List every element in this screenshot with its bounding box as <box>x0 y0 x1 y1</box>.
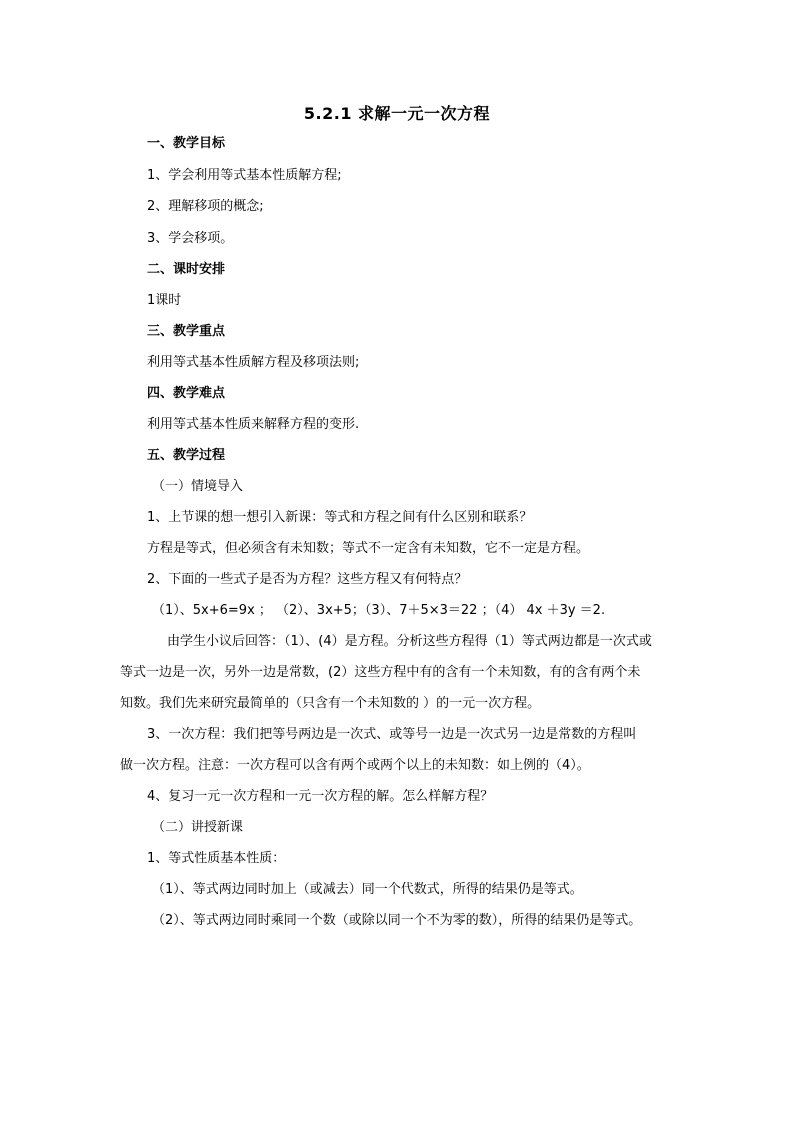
paragraph: 等式一边是一次，另外一边是常数，(2）这些方程中有的含有一个未知数，有的含有两个未 <box>120 665 641 680</box>
section-heading-objectives: 一、教学目标 <box>147 136 226 151</box>
paragraph: 做一次方程。注意：一次方程可以含有两个或两个以上的未知数：如上例的（4）。 <box>120 758 590 773</box>
paragraph: 4、复习一元一次方程和一元一次方程的解。怎么样解方程？ <box>147 789 494 804</box>
equation-list: （1）、5x+6=9x ； （2）、3x+5；（3）、7＋5×3＝22 ；（4） 4x ＋3y ＝2. <box>152 603 606 618</box>
paragraph: 1、上节课的想一想引入新课：等式和方程之间有什么区别和联系？ <box>147 510 533 525</box>
property-item: （2）、等式两边同时乘同一个数（或除以同一个不为零的数），所得的结果仍是等式。 <box>152 913 642 928</box>
paragraph: 由学生小议后回答：（1）、(4）是方程。分析这些方程得（1）等式两边都是一次式或 <box>167 634 652 649</box>
difficulties-text: 利用等式基本性质来解释方程的变形. <box>147 417 360 432</box>
paragraph: 2、下面的一些式子是否为方程？这些方程又有何特点？ <box>147 572 468 587</box>
paragraph: 方程是等式，但必须含有未知数；等式不一定含有未知数，它不一定是方程。 <box>147 541 590 556</box>
key-points-text: 利用等式基本性质解方程及移项法则; <box>147 355 360 370</box>
section-heading-key-points: 三、教学重点 <box>147 324 226 339</box>
document-title: 5.2.1 求解一元一次方程 <box>303 104 491 123</box>
objective-item: 1、学会利用等式基本性质解方程; <box>147 168 342 183</box>
section-heading-schedule: 二、课时安排 <box>147 262 226 277</box>
property-item: （1）、等式两边同时加上（或减去）同一个代数式，所得的结果仍是等式。 <box>152 882 583 897</box>
paragraph: 3、一次方程：我们把等号两边是一次式、或等号一边是一次式另一边是常数的方程叫 <box>147 727 637 742</box>
subsection-heading-intro: （一）情境导入 <box>152 479 244 494</box>
schedule-text: 1课时 <box>147 293 182 308</box>
section-heading-process: 五、教学过程 <box>147 448 226 463</box>
objective-item: 3、学会移项。 <box>147 231 234 246</box>
paragraph: 知数。我们先来研究最简单的（只含有一个未知数的 ）的一元一次方程。 <box>120 696 541 711</box>
section-heading-difficulties: 四、教学难点 <box>147 386 226 401</box>
subsection-heading-new-lesson: （二）讲授新课 <box>152 820 244 835</box>
objective-item: 2、理解移项的概念; <box>147 199 264 214</box>
paragraph: 1、等式性质基本性质： <box>147 851 286 866</box>
